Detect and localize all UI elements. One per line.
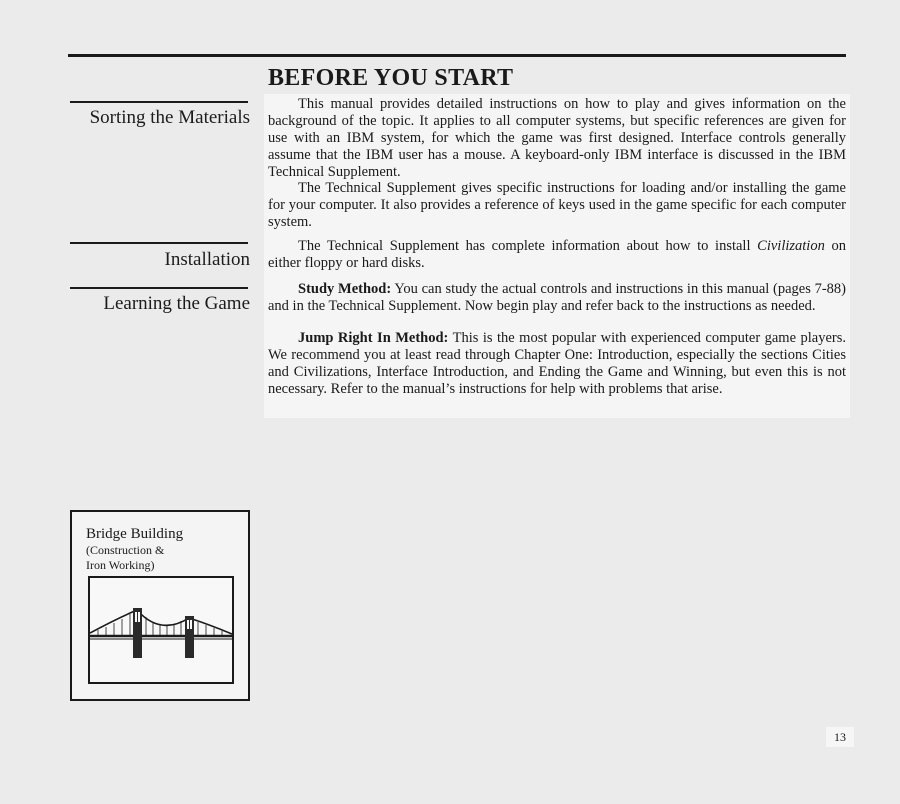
box-title: Bridge Building: [86, 526, 184, 542]
section-heading-learning: Learning the Game: [103, 293, 250, 314]
bridge-building-box: [70, 510, 250, 701]
top-rule: [68, 54, 846, 57]
study-method-lead: Study Method:: [298, 281, 392, 297]
section-rule-learning: [70, 287, 248, 289]
paragraph-manual-intro: This manual provides detailed instructions on how to play and gives information on the background of the topic. It applies to all computer systems, but specific references are given for use with an IBM system, for which the game was first designed. Interface controls generally assume that the IBM user has a mouse. A keyboard-only IBM interface is discussed in the IBM Technical Supplement.: [268, 96, 846, 180]
box-subtitle: (Construction & Iron Working): [86, 543, 165, 572]
section-heading-sorting: Sorting the Materials: [89, 107, 250, 128]
jump-right-in-lead: Jump Right In Method:: [298, 330, 449, 346]
paragraph-installation: The Technical Supplement has complete information about how to install Civilization on either floppy or hard disks.: [268, 238, 846, 271]
page-title: BEFORE YOU START: [268, 65, 514, 91]
section-heading-installation: Installation: [164, 249, 250, 270]
paragraph-study-method: Study Method: You can study the actual controls and instructions in this manual (pages 7-88) and in the Technical Supplement. Now begin play and refer back to the instructions as needed.: [268, 281, 847, 314]
section-rule-sorting: [70, 101, 248, 103]
paragraph-jump-right-in: Jump Right In Method: This is the most popular with experienced computer game players. We recommend you at least read through Chapter One: Introduction, especially the sections Cities and Civilizations, Interface Introduction, and Ending the Game and Winning, but even this is not necessary. Refer to the manual’s instructions for help with problems that arise.: [268, 330, 846, 397]
bridge-illustration: [88, 576, 234, 684]
suspension-bridge-icon: [90, 578, 232, 682]
paragraph-technical-supplement: The Technical Supplement gives specific instructions for loading and/or installing the game for your computer. It also provides a reference of keys used in the game specific for each computer system.: [268, 180, 846, 230]
page-number: 13: [826, 727, 854, 747]
game-title-italic: Civilization: [757, 238, 825, 254]
section-rule-installation: [70, 242, 248, 244]
